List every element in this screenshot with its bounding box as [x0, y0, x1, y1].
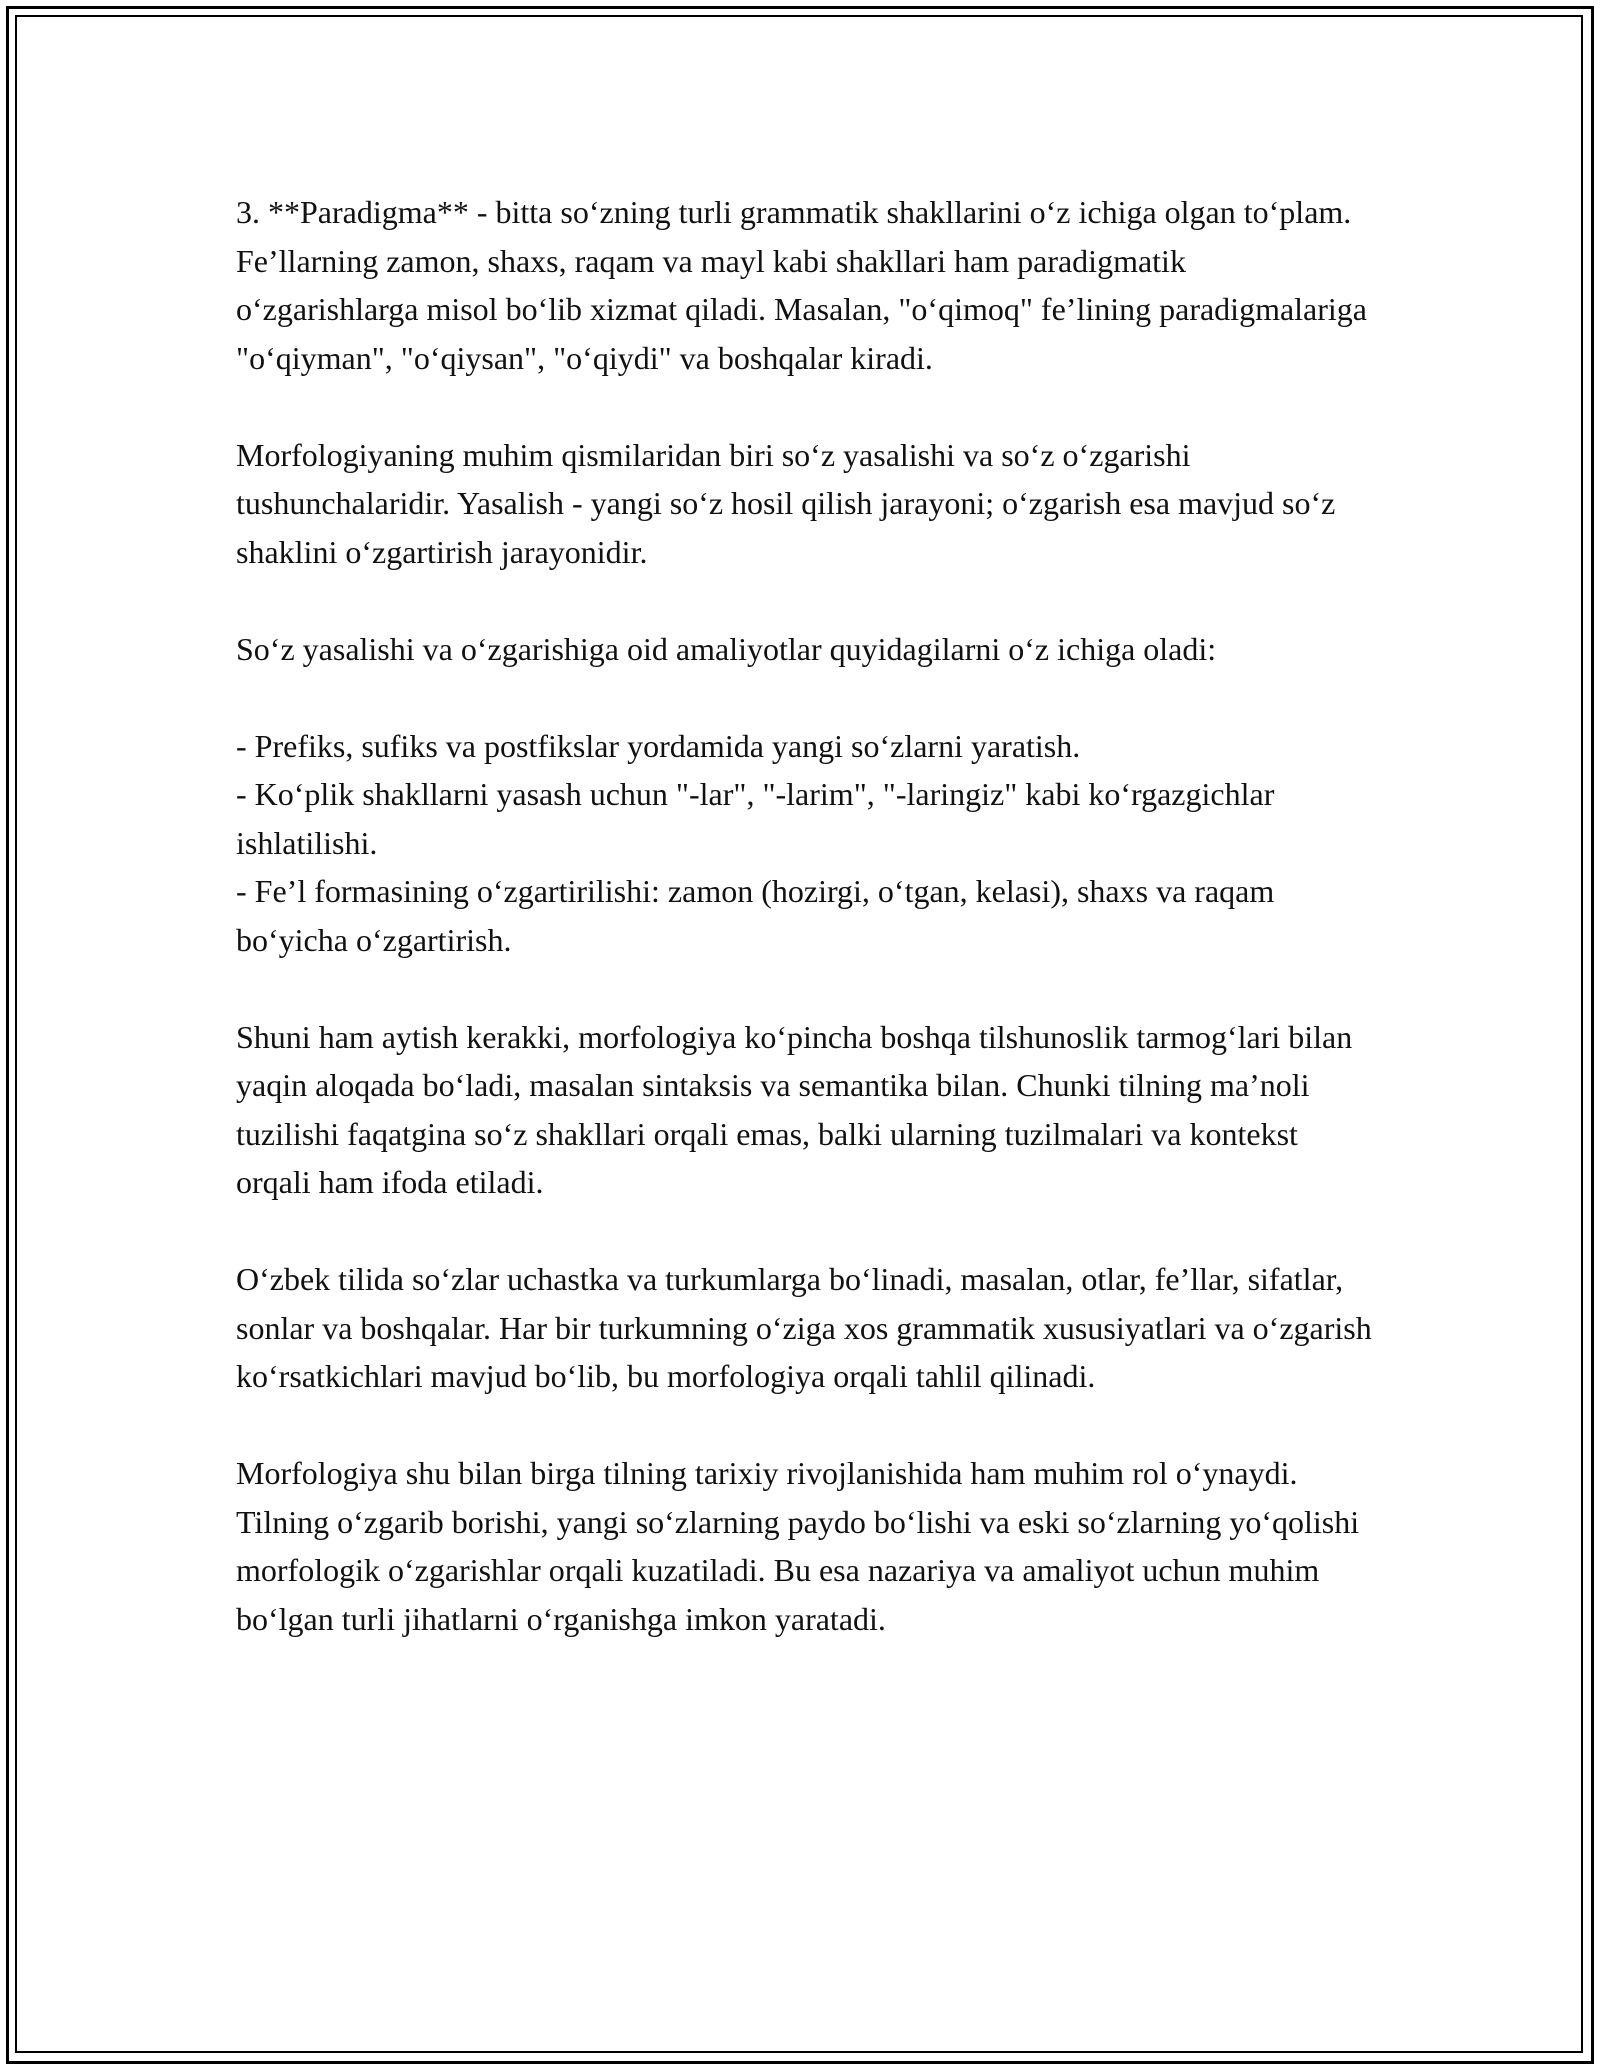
paragraph-turkumlar: O‘zbek tilida so‘zlar uchastka va turkumlarga bo‘linadi, masalan, otlar, fe’llar, sifatlar, sonlar va boshqalar. Har bir turkumning o‘ziga xos grammatik xususiyatlari va o‘zgarish ko‘rsatkichlari mavjud bo‘lib, bu morfologiya orqali tahlil qilinadi.	[236, 1261, 1372, 1394]
paragraph-amaliyotlar-intro: So‘z yasalishi va o‘zgarishiga oid amaliyotlar quyidagilarni o‘z ichiga oladi:	[236, 630, 1217, 667]
list-item-prefiks: - Prefiks, sufiks va postfikslar yordamida yangi so‘zlarni yaratish.	[236, 727, 1081, 764]
list-item-koplik: - Ko‘plik shakllarni yasash uchun "-lar", "-larim", "-laringiz" kabi ko‘rgazgichlar ishlatilishi.	[236, 776, 1275, 861]
paragraph-paradigma: 3. **Paradigma** - bitta so‘zning turli grammatik shakllarini o‘z ichiga olgan to‘plam. Fe’llarning zamon, shaxs, raqam va mayl kabi shakllari ham paradigmatik o‘zgarishlarga misol bo‘lib xizmat qiladi. Masalan, "o‘qimoq" fe’lining paradigmalariga "o‘qiyman", "o‘qiysan", "o‘qiydi" va boshqalar kiradi.	[236, 194, 1367, 376]
paragraph-aloqa: Shuni ham aytish kerakki, morfologiya ko‘pincha boshqa tilshunoslik tarmog‘lari bilan yaqin aloqada bo‘ladi, masalan sintaksis va semantika bilan. Chunki tilning ma’noli tuzilishi faqatgina so‘z shakllari orqali emas, balki ularning tuzilmalari va kontekst orqali ham ifoda etiladi.	[236, 1018, 1353, 1200]
document-body	[236, 188, 1376, 1692]
list-item-fel-formasi: - Fe’l formasining o‘zgartirilishi: zamon (hozirgi, o‘tgan, kelasi), shaxs va raqam bo‘yicha o‘zgartirish.	[236, 873, 1275, 958]
paragraph-tarixiy: Morfologiya shu bilan birga tilning tarixiy rivojlanishida ham muhim rol o‘ynaydi. Tilning o‘zgarib borishi, yangi so‘zlarning paydo bo‘lishi va eski so‘zlarning yo‘qolishi morfologik o‘zgarishlar orqali kuzatiladi. Bu esa nazariya va amaliyot uchun muhim bo‘lgan turli jihatlarni o‘rganishga imkon yaratadi.	[236, 1455, 1360, 1637]
paragraph-yasalish: Morfologiyaning muhim qismilaridan biri so‘z yasalishi va so‘z o‘zgarishi tushunchalaridir. Yasalish - yangi so‘z hosil qilish jarayoni; o‘zgarish esa mavjud so‘z shaklini o‘zgartirish jarayonidir.	[236, 436, 1336, 570]
